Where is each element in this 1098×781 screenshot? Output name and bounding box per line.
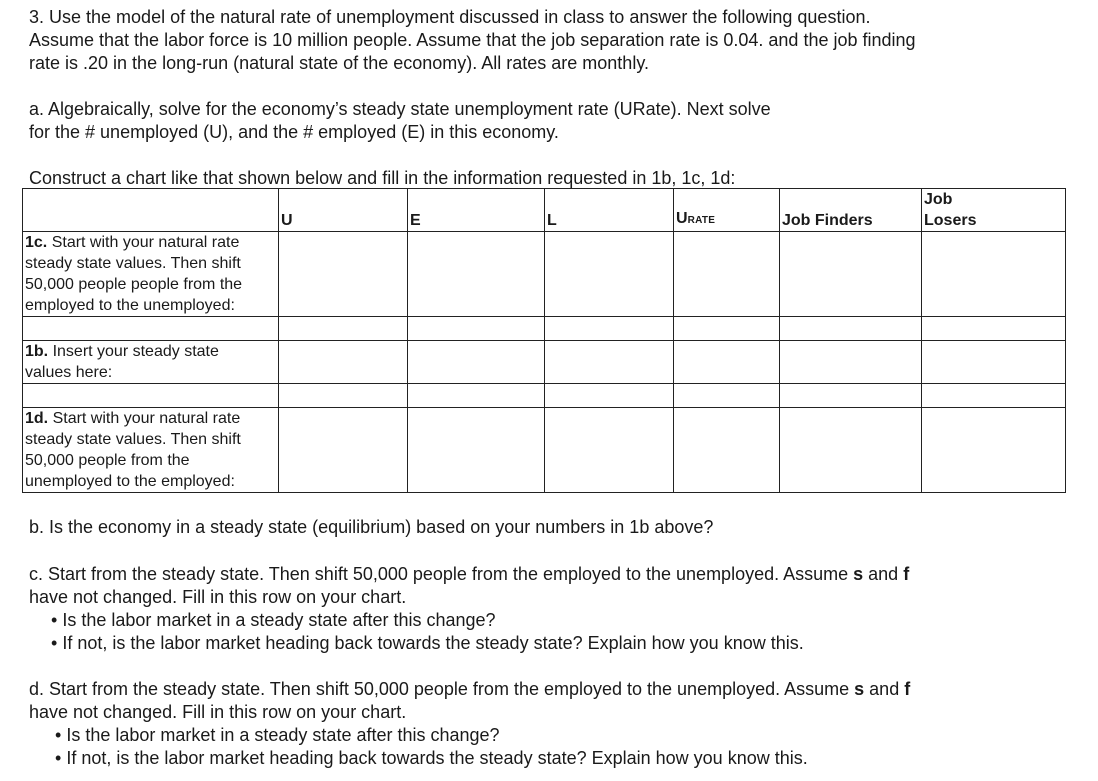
table-spacer-row [23,384,1066,408]
part-c-bullet-1: • Is the labor market in a steady state after this change? [29,609,1079,632]
cell-1d-urate[interactable] [674,408,780,493]
cell-1b-u[interactable] [279,341,408,384]
part-d-bullet-1: • Is the labor market in a steady state after this change? [29,724,1079,747]
part-c-paragraph [29,563,1079,655]
row-1b-label: 1b. Insert your steady state values here: [23,341,279,384]
answer-table [22,188,1066,493]
part-a-line-1: a. Algebraically, solve for the economy’s steady state unemployment rate (URate). Next solve [29,99,771,119]
cell-1d-u[interactable] [279,408,408,493]
cell-1d-finders[interactable] [780,408,922,493]
part-a-paragraph [29,98,889,144]
intro-line-3: rate is .20 in the long-run (natural state of the economy). All rates are monthly. [29,53,649,73]
cell-1c-finders[interactable] [780,232,922,317]
part-d-line-1: d. Start from the steady state. Then shift 50,000 people from the employed to the unemployed. Assume s and f [29,679,911,699]
cell-1c-e[interactable] [408,232,545,317]
intro-line-2: Assume that the labor force is 10 million people. Assume that the job separation rate is 0.04. and the job finding [29,30,916,50]
header-urate-subscript: RATE [687,215,716,226]
intro-paragraph [29,6,1029,75]
table-row-1d [23,408,1066,493]
table-row-1b [23,341,1066,384]
header-urate: URATE [674,189,780,232]
row-1d-label: 1d. Start with your natural rate steady state values. Then shift 50,000 people from the unemployed to the employed: [23,408,279,493]
part-c-line-2: have not changed. Fill in this row on your chart. [29,587,407,607]
part-c-line-1: c. Start from the steady state. Then shift 50,000 people from the employed to the unemployed. Assume s and f [29,564,910,584]
table-spacer-row [23,317,1066,341]
cell-1b-e[interactable] [408,341,545,384]
cell-1b-losers[interactable] [922,341,1066,384]
construct-instruction: Construct a chart like that shown below and fill in the information requested in 1b, 1c, 1d: [29,168,736,188]
header-l: L [545,189,674,232]
part-d-line-2: have not changed. Fill in this row on your chart. [29,702,407,722]
cell-1d-l[interactable] [545,408,674,493]
cell-1c-l[interactable] [545,232,674,317]
cell-1b-l[interactable] [545,341,674,384]
header-blank-cell [23,189,279,232]
header-e: E [408,189,545,232]
cell-1c-urate[interactable] [674,232,780,317]
cell-1c-losers[interactable] [922,232,1066,317]
header-job-losers: Job Losers [922,189,1066,232]
header-job-finders: Job Finders [780,189,922,232]
cell-1b-finders[interactable] [780,341,922,384]
cell-1b-urate[interactable] [674,341,780,384]
cell-1d-e[interactable] [408,408,545,493]
part-d-paragraph [29,678,1079,770]
cell-1c-u[interactable] [279,232,408,317]
cell-1d-losers[interactable] [922,408,1066,493]
part-c-bullet-2: • If not, is the labor market heading back towards the steady state? Explain how you know this. [29,632,1079,655]
part-a-line-2: for the # unemployed (U), and the # employed (E) in this economy. [29,122,559,142]
intro-line-1: 3. Use the model of the natural rate of unemployment discussed in class to answer the following question. [29,7,871,27]
header-u: U [279,189,408,232]
part-b-question: b. Is the economy in a steady state (equilibrium) based on your numbers in 1b above? [29,517,714,537]
part-d-bullet-2: • If not, is the labor market heading back towards the steady state? Explain how you know this. [29,747,1079,770]
row-1c-label: 1c. Start with your natural rate steady state values. Then shift 50,000 people people from the employed to the unemployed: [23,232,279,317]
table-row-1c [23,232,1066,317]
table-header-row [23,189,1066,232]
